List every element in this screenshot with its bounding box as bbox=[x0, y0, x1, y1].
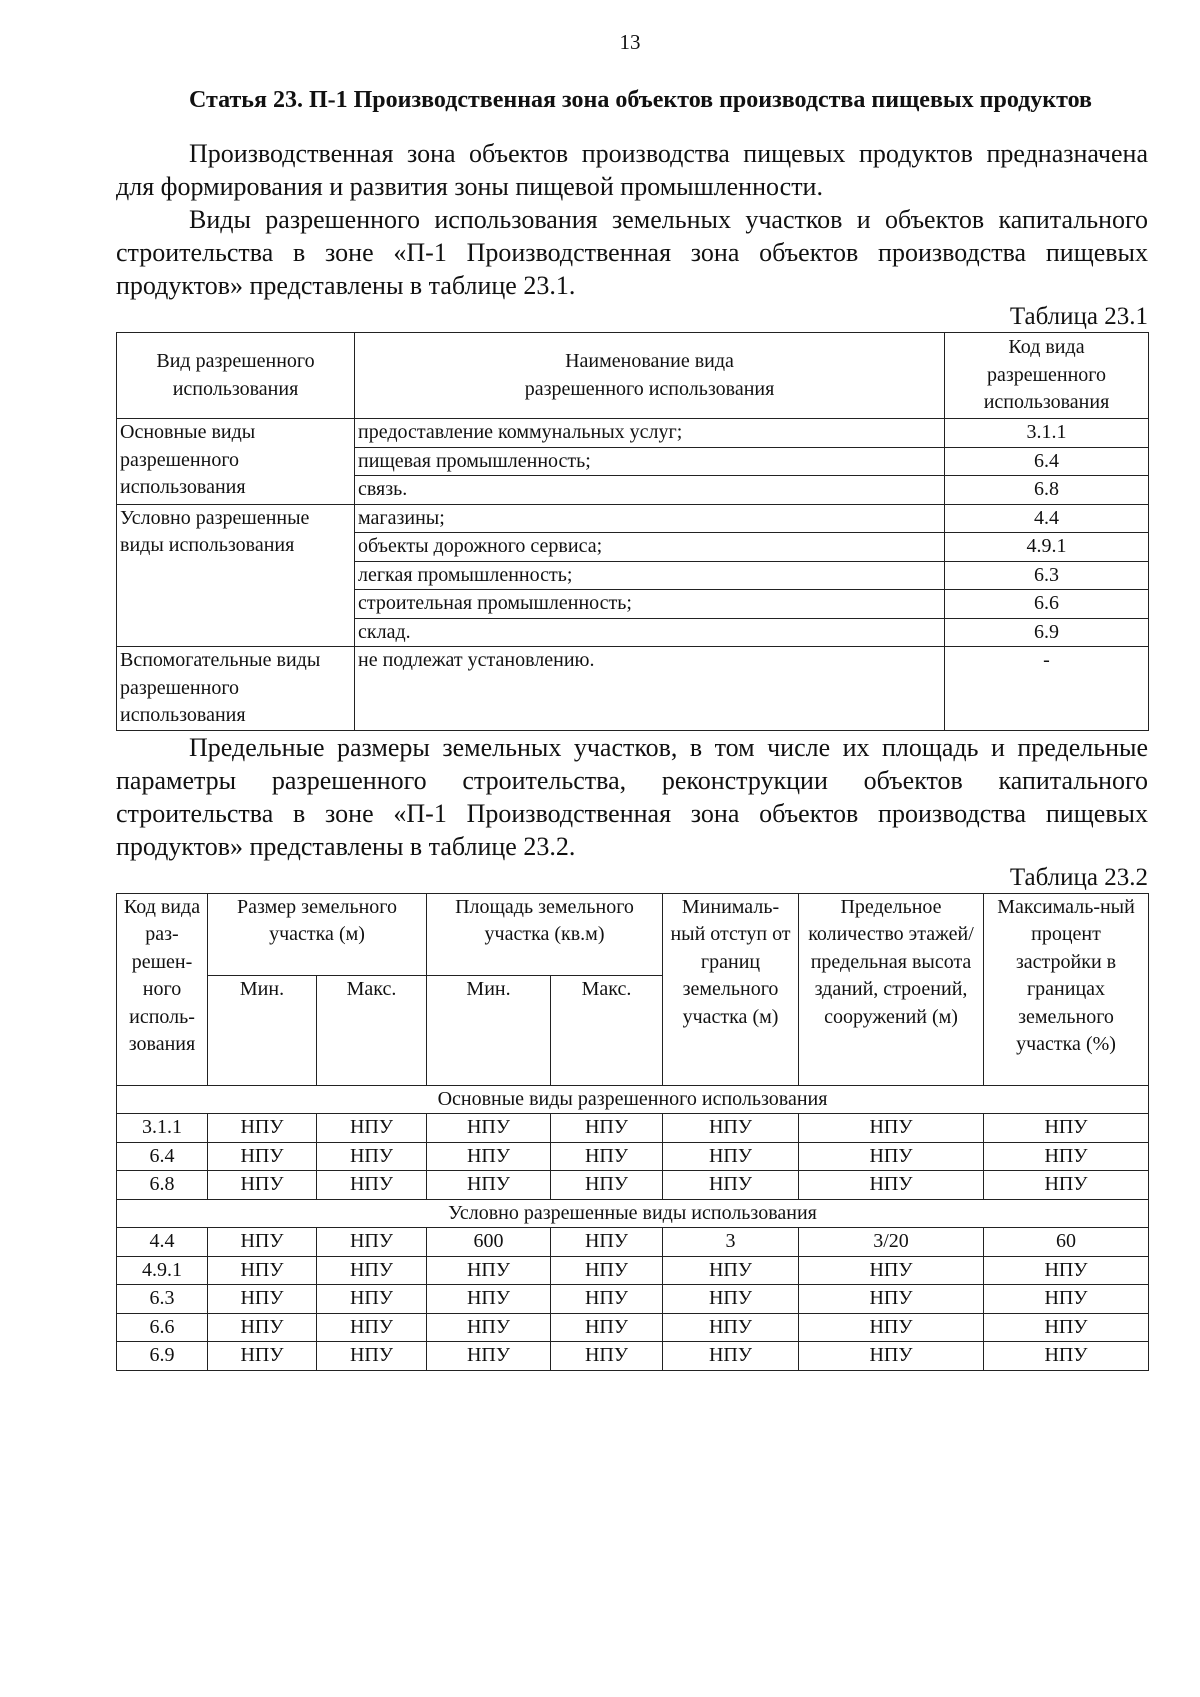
document-body bbox=[116, 84, 1148, 1371]
value-cell: НПУ bbox=[317, 1256, 427, 1285]
table-row bbox=[117, 647, 1149, 731]
value-cell: НПУ bbox=[317, 1142, 427, 1171]
table-row bbox=[117, 504, 1149, 533]
section-header-row bbox=[117, 1199, 1149, 1228]
value-cell: НПУ bbox=[427, 1114, 551, 1143]
section-header-row bbox=[117, 1085, 1149, 1114]
value-cell: НПУ bbox=[317, 1313, 427, 1342]
header-size-min: Мин. bbox=[208, 975, 317, 1085]
table1-caption: Таблица 23.1 bbox=[1009, 303, 1148, 330]
header-plot-size: Размер земельного участка (м) bbox=[208, 893, 427, 975]
value-cell: НПУ bbox=[551, 1256, 663, 1285]
use-name-cell: строительная промышленность; bbox=[355, 590, 945, 619]
use-code-cell: 6.3 bbox=[945, 561, 1149, 590]
plot-parameters-table bbox=[116, 893, 1149, 1371]
value-cell: НПУ bbox=[984, 1171, 1149, 1200]
table-row bbox=[117, 1285, 1149, 1314]
value-cell: НПУ bbox=[551, 1313, 663, 1342]
value-cell: НПУ bbox=[663, 1171, 799, 1200]
header-use-code: Код вида разрешенного использования bbox=[945, 333, 1149, 419]
value-cell: НПУ bbox=[551, 1171, 663, 1200]
header-plot-area: Площадь земельного участка (кв.м) bbox=[427, 893, 663, 975]
use-group-label: Вспомогательные виды разрешенного использования bbox=[117, 647, 355, 731]
value-cell: НПУ bbox=[663, 1313, 799, 1342]
intro-paragraph-1: Производственная зона объектов производства пищевых продуктов предназначена для формирования и развития зоны пищевой промышленности. bbox=[116, 139, 1148, 201]
value-cell: НПУ bbox=[799, 1256, 984, 1285]
use-code-cell: 4.9.1 bbox=[945, 533, 1149, 562]
value-cell: НПУ bbox=[317, 1342, 427, 1371]
use-name-cell: не подлежат установлению. bbox=[355, 647, 945, 731]
header-code: Код вида раз-решен-ного исполь-зования bbox=[117, 893, 208, 1085]
code-cell: 6.4 bbox=[117, 1142, 208, 1171]
header-use-name: Наименование вида разрешенного использования bbox=[355, 333, 945, 419]
value-cell: НПУ bbox=[317, 1285, 427, 1314]
header-area-min: Мин. bbox=[427, 975, 551, 1085]
value-cell: НПУ bbox=[208, 1342, 317, 1371]
value-cell: НПУ bbox=[551, 1142, 663, 1171]
value-cell: НПУ bbox=[208, 1285, 317, 1314]
use-name-cell: пищевая промышленность; bbox=[355, 447, 945, 476]
table-row bbox=[117, 1228, 1149, 1257]
table-row bbox=[117, 1256, 1149, 1285]
value-cell: НПУ bbox=[427, 1313, 551, 1342]
use-name-cell: магазины; bbox=[355, 504, 945, 533]
use-code-cell: 4.4 bbox=[945, 504, 1149, 533]
value-cell: 600 bbox=[427, 1228, 551, 1257]
section-title: Условно разрешенные виды использования bbox=[117, 1199, 1149, 1228]
value-cell: НПУ bbox=[427, 1256, 551, 1285]
value-cell: НПУ bbox=[663, 1285, 799, 1314]
header-use-type: Вид разрешенного использования bbox=[117, 333, 355, 419]
value-cell: НПУ bbox=[663, 1256, 799, 1285]
table-row bbox=[117, 1142, 1149, 1171]
value-cell: НПУ bbox=[551, 1342, 663, 1371]
value-cell: 3 bbox=[663, 1228, 799, 1257]
use-code-cell: 6.8 bbox=[945, 476, 1149, 505]
use-name-cell: объекты дорожного сервиса; bbox=[355, 533, 945, 562]
value-cell: НПУ bbox=[799, 1342, 984, 1371]
value-cell: НПУ bbox=[427, 1285, 551, 1314]
code-cell: 4.9.1 bbox=[117, 1256, 208, 1285]
value-cell: НПУ bbox=[551, 1114, 663, 1143]
value-cell: НПУ bbox=[663, 1142, 799, 1171]
value-cell: НПУ bbox=[799, 1114, 984, 1143]
value-cell: НПУ bbox=[317, 1114, 427, 1143]
value-cell: 60 bbox=[984, 1228, 1149, 1257]
value-cell: НПУ bbox=[984, 1313, 1149, 1342]
use-code-cell: 6.4 bbox=[945, 447, 1149, 476]
value-cell: НПУ bbox=[208, 1142, 317, 1171]
article-title: Статья 23. П-1 Производственная зона объектов производства пищевых продуктов bbox=[189, 87, 1092, 113]
use-group-label: Условно разрешенные виды использования bbox=[117, 504, 355, 647]
code-cell: 4.4 bbox=[117, 1228, 208, 1257]
section-title: Основные виды разрешенного использования bbox=[117, 1085, 1149, 1114]
header-floors: Предельное количество этажей/ предельная высота зданий, строений, сооружений (м) bbox=[799, 893, 984, 1085]
page-number: 13 bbox=[619, 30, 641, 54]
value-cell: НПУ bbox=[208, 1228, 317, 1257]
value-cell: НПУ bbox=[208, 1313, 317, 1342]
value-cell: НПУ bbox=[317, 1228, 427, 1257]
value-cell: НПУ bbox=[427, 1342, 551, 1371]
value-cell: НПУ bbox=[799, 1142, 984, 1171]
value-cell: НПУ bbox=[208, 1171, 317, 1200]
use-name-cell: предоставление коммунальных услуг; bbox=[355, 419, 945, 448]
value-cell: НПУ bbox=[427, 1142, 551, 1171]
use-name-cell: легкая промышленность; bbox=[355, 561, 945, 590]
value-cell: НПУ bbox=[984, 1114, 1149, 1143]
intro-paragraph-2: Виды разрешенного использования земельных участков и объектов капитального строительства в зоне «П-1 Производственная зона объектов производства пищевых продуктов» представлены в таблице 23.1. bbox=[116, 205, 1148, 300]
value-cell: НПУ bbox=[427, 1171, 551, 1200]
value-cell: НПУ bbox=[799, 1313, 984, 1342]
value-cell: НПУ bbox=[799, 1285, 984, 1314]
value-cell: НПУ bbox=[984, 1256, 1149, 1285]
header-setback: Минималь-ный отступ от границ земельного участка (м) bbox=[663, 893, 799, 1085]
code-cell: 6.9 bbox=[117, 1342, 208, 1371]
use-code-cell: 6.9 bbox=[945, 618, 1149, 647]
permitted-use-table bbox=[116, 332, 1149, 731]
table2-caption: Таблица 23.2 bbox=[1009, 863, 1148, 891]
value-cell: НПУ bbox=[208, 1256, 317, 1285]
use-code-cell: - bbox=[945, 647, 1149, 731]
header-area-max: Макс. bbox=[551, 975, 663, 1085]
value-cell: НПУ bbox=[984, 1342, 1149, 1371]
table-row bbox=[117, 1313, 1149, 1342]
value-cell: НПУ bbox=[663, 1342, 799, 1371]
value-cell: НПУ bbox=[551, 1285, 663, 1314]
use-code-cell: 3.1.1 bbox=[945, 419, 1149, 448]
value-cell: НПУ bbox=[984, 1142, 1149, 1171]
use-name-cell: связь. bbox=[355, 476, 945, 505]
table-row bbox=[117, 1171, 1149, 1200]
code-cell: 6.6 bbox=[117, 1313, 208, 1342]
value-cell: НПУ bbox=[663, 1114, 799, 1143]
code-cell: 6.8 bbox=[117, 1171, 208, 1200]
table-row bbox=[117, 1342, 1149, 1371]
value-cell: НПУ bbox=[984, 1285, 1149, 1314]
code-cell: 3.1.1 bbox=[117, 1114, 208, 1143]
table-row bbox=[117, 419, 1149, 448]
header-coverage: Максималь-ный процент застройки в границах земельного участка (%) bbox=[984, 893, 1149, 1085]
value-cell: НПУ bbox=[317, 1171, 427, 1200]
use-name-cell: склад. bbox=[355, 618, 945, 647]
code-cell: 6.3 bbox=[117, 1285, 208, 1314]
intro-paragraph-3: Предельные размеры земельных участков, в том числе их площадь и предельные параметры разрешенного строительства, реконструкции объектов капитального строительства в зоне «П-1 Производственная зона объектов производства пищевых продуктов» представлены в таблице 23.2. bbox=[116, 732, 1148, 861]
value-cell: НПУ bbox=[551, 1228, 663, 1257]
value-cell: НПУ bbox=[208, 1114, 317, 1143]
table-row bbox=[117, 1114, 1149, 1143]
header-size-max: Макс. bbox=[317, 975, 427, 1085]
use-code-cell: 6.6 bbox=[945, 590, 1149, 619]
value-cell: НПУ bbox=[799, 1171, 984, 1200]
use-group-label: Основные виды разрешенного использования bbox=[117, 419, 355, 505]
value-cell: 3/20 bbox=[799, 1228, 984, 1257]
